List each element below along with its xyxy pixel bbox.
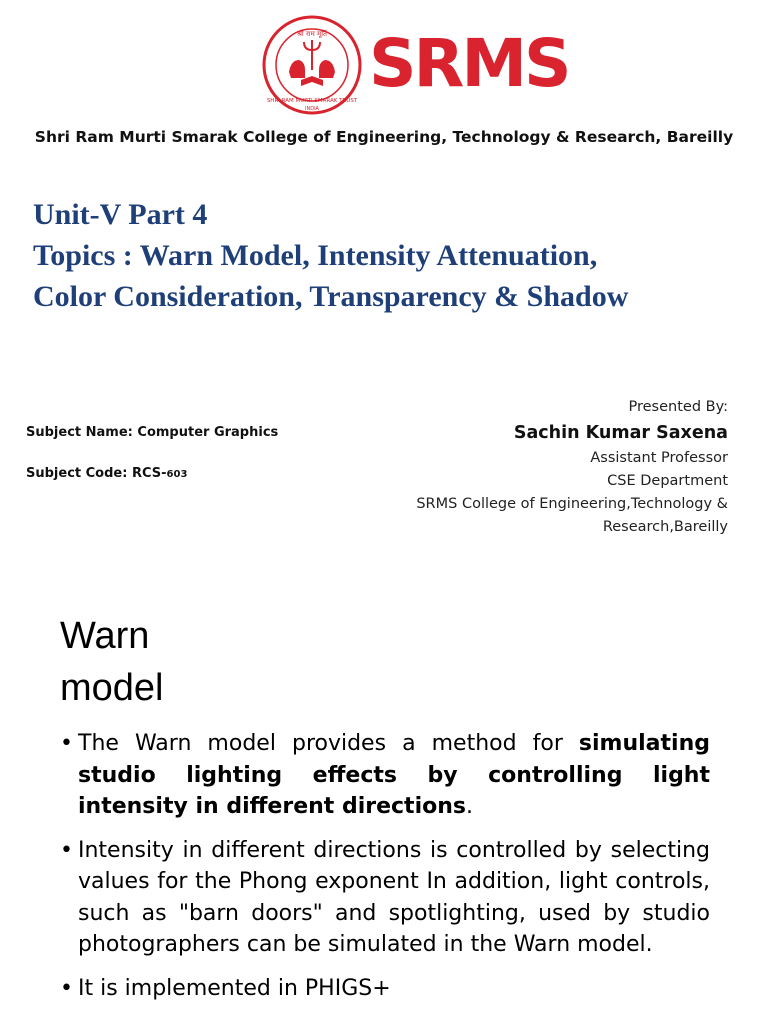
slide-title <box>60 610 164 714</box>
srms-seal-icon <box>261 14 363 116</box>
presenter-label: Presented By: <box>628 399 728 415</box>
slide-title-line-1: Warn <box>60 615 150 657</box>
topic-block <box>33 194 753 317</box>
presenter-department: CSE Department <box>607 473 728 489</box>
presenter-block <box>416 396 728 539</box>
subject-name: Subject Name: Computer Graphics <box>26 425 279 440</box>
subject-code-prefix: RCS- <box>131 466 167 481</box>
bullet-1-text: The Warn model provides a method for <box>78 731 579 756</box>
bullet-item-1 <box>60 728 710 823</box>
seal-country: INDIA <box>305 106 319 112</box>
subject-code-label: Subject Code <box>26 466 123 481</box>
subject-code-number: 603 <box>166 469 188 480</box>
slide-title-line-2: model <box>60 667 164 709</box>
unit-title: Unit-V Part 4 <box>33 198 208 231</box>
topics-line-2: Color Consideration, Transparency & Shadow <box>33 280 629 313</box>
presenter-designation: Assistant Professor <box>590 450 728 466</box>
subject-name-value: Computer Graphics <box>137 425 279 440</box>
srms-wordmark: SRMS <box>369 25 569 102</box>
college-name: Shri Ram Murti Smarak College of Engineering, Technology & Research, Bareilly <box>34 128 734 146</box>
topics-line-1: Topics : Warn Model, Intensity Attenuation, <box>33 239 598 272</box>
srms-logo <box>261 14 569 120</box>
bullet-list <box>60 728 710 1016</box>
warn-model-slide <box>0 580 768 1024</box>
seal-text-top: श्री राम मूर्ति <box>296 30 328 38</box>
presenter-college-line-2: Research,Bareilly <box>602 519 728 535</box>
subject-code: Subject Code: RCS-603 <box>26 466 188 481</box>
bullet-1-end: . <box>466 794 473 819</box>
seal-text-bottom: SHRI RAM MURTI SMARAK TRUST <box>266 98 358 104</box>
bullet-item-3: • It is implemented in PHIGS+ <box>60 973 710 1005</box>
bullet-1-bold: simulating studio lighting effects by controlling light intensity in different directions <box>78 731 710 819</box>
presenter-name: Sachin Kumar Saxena <box>513 423 728 443</box>
subject-name-label: Subject Name <box>26 425 128 440</box>
bullet-item-2: • Intensity in different directions is controlled by selecting values for the Phong exponent In addition, light controls, such as "barn doors" and spotlighting, used by studio photographers can be simulated in the Warn model. <box>60 835 710 961</box>
presenter-college-line-1: SRMS College of Engineering,Technology & <box>416 496 728 512</box>
